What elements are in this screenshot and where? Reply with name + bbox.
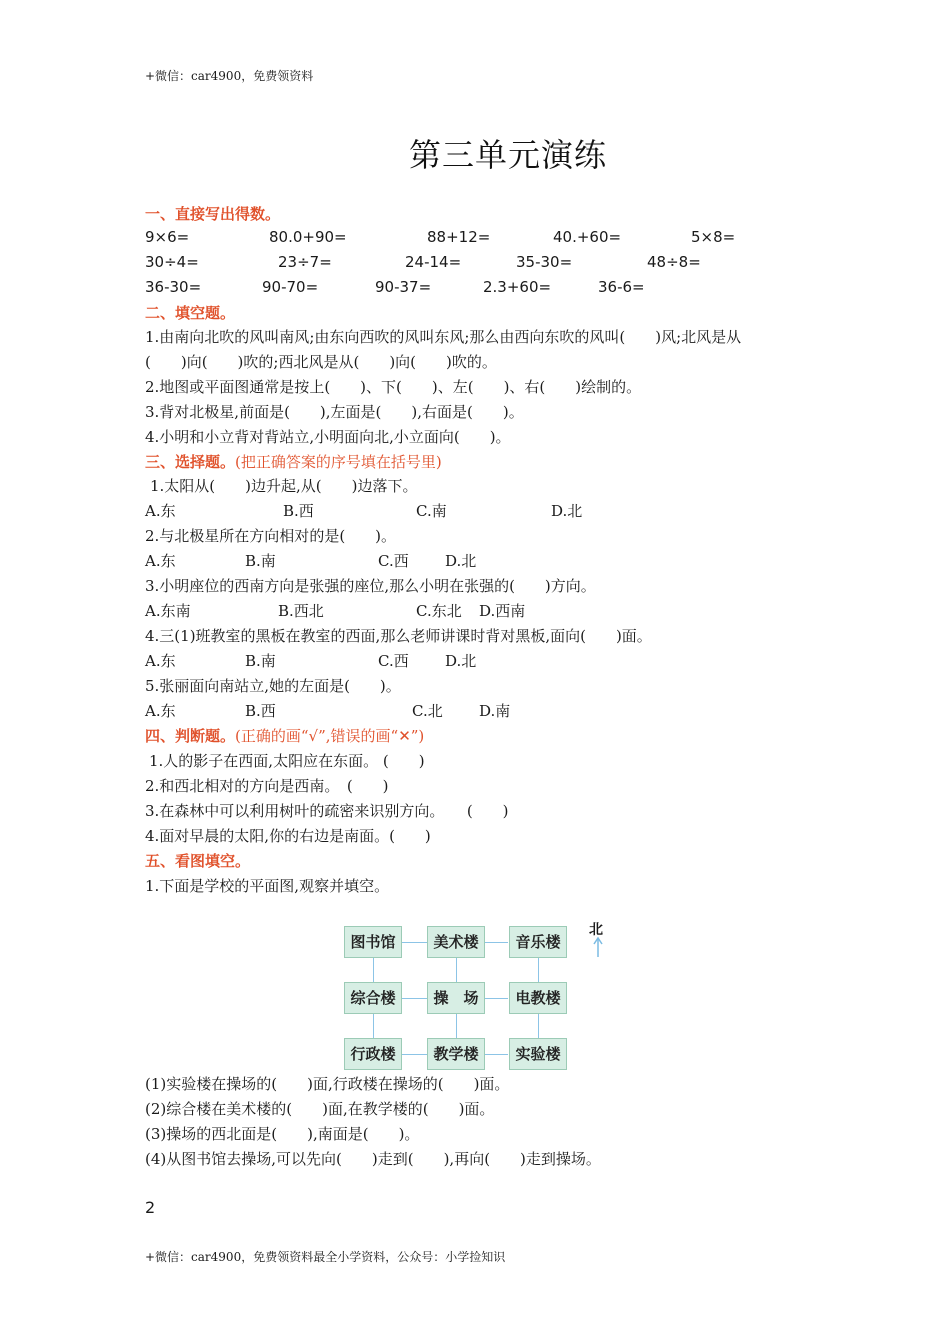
map-connector xyxy=(456,1014,457,1038)
map-connector xyxy=(373,958,374,982)
arith-item: 40.+60= xyxy=(553,228,622,246)
option: B.南 xyxy=(245,652,276,670)
judge-question-4: 4.面对早晨的太阳,你的右边是南面。( ) xyxy=(145,827,431,845)
arith-item: 5×8= xyxy=(691,228,736,246)
fill-question-2: 2.地图或平面图通常是按上( )、下( )、左( )、右( )绘制的。 xyxy=(145,378,642,396)
north-label: 北 xyxy=(589,922,603,938)
map-connector xyxy=(538,1014,539,1038)
fill-question-1: 1.由南向北吹的风叫南风;由东向西吹的风叫东风;那么由西向东吹的风叫( )风;北风是从 xyxy=(145,328,742,346)
judge-question-2: 2.和西北相对的方向是西南。 ( ) xyxy=(145,777,389,795)
choice-question-5: 5.张丽面向南站立,她的左面是( )。 xyxy=(145,677,401,695)
arith-item: 88+12= xyxy=(427,228,491,246)
map-connector xyxy=(538,958,539,982)
map-connector xyxy=(402,1054,428,1055)
option: D.北 xyxy=(551,502,583,520)
arith-item: 48÷8= xyxy=(647,253,701,271)
page-title: 第三单元演练 xyxy=(408,136,607,174)
footer-note: +微信：car4900，免费领资料最全小学资料，公众号：小学捡知识 xyxy=(145,1250,506,1264)
map-playground: 操 场 xyxy=(427,982,485,1014)
arith-item: 90-37= xyxy=(375,278,432,296)
option: B.西 xyxy=(283,502,314,520)
option: B.西北 xyxy=(278,602,324,620)
section-5-heading: 五、看图填空。 xyxy=(145,852,251,870)
map-lab-building: 实验楼 xyxy=(509,1038,567,1070)
option: C.西 xyxy=(378,652,409,670)
map-library: 图书馆 xyxy=(344,926,402,958)
arith-item: 35-30= xyxy=(516,253,573,271)
choice-question-3: 3.小明座位的西南方向是张强的座位,那么小明在张强的( )方向。 xyxy=(145,577,596,595)
option: C.西 xyxy=(378,552,409,570)
section-4-title: 四、判断题。 xyxy=(145,727,236,745)
map-admin-building: 行政楼 xyxy=(344,1038,402,1070)
option: A.东 xyxy=(145,502,176,520)
fill-question-3: 3.背对北极星,前面是( ),左面是( ),右面是( )。 xyxy=(145,403,524,421)
choice-question-2: 2.与北极星所在方向相对的是( )。 xyxy=(145,527,397,545)
option: A.东 xyxy=(145,702,176,720)
map-av-building: 电教楼 xyxy=(509,982,567,1014)
map-connector xyxy=(484,998,508,999)
map-question-1: (1)实验楼在操场的( )面,行政楼在操场的( )面。 xyxy=(145,1075,510,1093)
option: D.北 xyxy=(445,552,477,570)
choice-question-4: 4.三(1)班教室的黑板在教室的西面,那么老师讲课时背对黑板,面向( )面。 xyxy=(145,627,652,645)
option: A.东 xyxy=(145,552,176,570)
option: D.西南 xyxy=(479,602,526,620)
section-1-heading: 一、直接写出得数。 xyxy=(145,205,281,223)
page-number: 2 xyxy=(145,1198,156,1217)
section-2-heading: 二、填空题。 xyxy=(145,304,236,322)
option: A.东南 xyxy=(145,602,191,620)
map-question-3: (3)操场的西北面是( ),南面是( )。 xyxy=(145,1125,420,1143)
section-3-title: 三、选择题。 xyxy=(145,453,236,471)
map-teaching-building: 教学楼 xyxy=(427,1038,485,1070)
header-note: +微信：car4900，免费领资料 xyxy=(145,69,314,83)
arith-item: 2.3+60= xyxy=(483,278,552,296)
arith-item: 80.0+90= xyxy=(269,228,347,246)
arith-item: 36-6= xyxy=(598,278,645,296)
fill-question-1-cont: ( )向( )吹的;西北风是从( )向( )吹的。 xyxy=(145,353,497,371)
option: C.北 xyxy=(412,702,443,720)
map-connector xyxy=(484,942,508,943)
fill-question-4: 4.小明和小立背对背站立,小明面向北,小立面向( )。 xyxy=(145,428,511,446)
choice-question-1: 1.太阳从( )边升起,从( )边落下。 xyxy=(150,477,418,495)
map-connector xyxy=(373,1014,374,1038)
arith-item: 30÷4= xyxy=(145,253,199,271)
map-music-building: 音乐楼 xyxy=(509,926,567,958)
option: C.南 xyxy=(416,502,447,520)
option: A.东 xyxy=(145,652,176,670)
arith-item: 23÷7= xyxy=(278,253,332,271)
option: C.东北 xyxy=(416,602,462,620)
arith-item: 24-14= xyxy=(405,253,462,271)
map-connector xyxy=(456,958,457,982)
map-question-4: (4)从图书馆去操场,可以先向( )走到( ),再向( )走到操场。 xyxy=(145,1150,601,1168)
map-art-building: 美术楼 xyxy=(427,926,485,958)
section-4-note: (正确的画“√”,错误的画“✕”) xyxy=(235,727,425,745)
arith-item: 36-30= xyxy=(145,278,202,296)
map-connector xyxy=(402,998,428,999)
option: B.西 xyxy=(245,702,276,720)
arith-item: 90-70= xyxy=(262,278,319,296)
map-connector xyxy=(484,1054,508,1055)
map-question-2: (2)综合楼在美术楼的( )面,在教学楼的( )面。 xyxy=(145,1100,495,1118)
map-general-building: 综合楼 xyxy=(344,982,402,1014)
option: D.南 xyxy=(479,702,511,720)
judge-question-3: 3.在森林中可以利用树叶的疏密来识别方向。 ( ) xyxy=(145,802,509,820)
map-intro: 1.下面是学校的平面图,观察并填空。 xyxy=(145,877,390,895)
arith-item: 9×6= xyxy=(145,228,190,246)
option: D.北 xyxy=(445,652,477,670)
map-connector xyxy=(402,942,428,943)
option: B.南 xyxy=(245,552,276,570)
north-arrow-icon xyxy=(592,936,604,958)
judge-question-1: 1.人的影子在西面,太阳应在东面。 ( ) xyxy=(149,752,425,770)
section-3-note: (把正确答案的序号填在括号里) xyxy=(235,453,442,471)
